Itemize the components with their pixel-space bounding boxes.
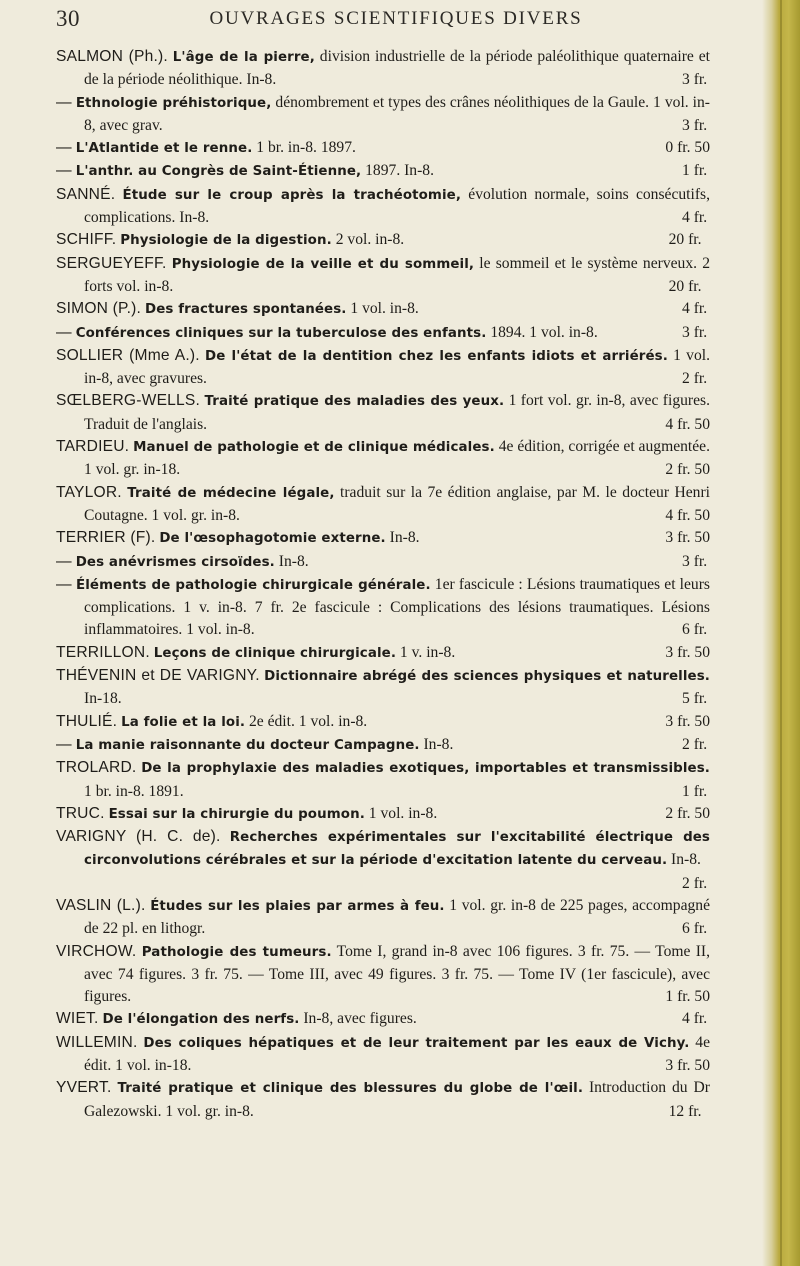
entry-author: THULIÉ.	[56, 712, 118, 730]
entry-title: Traité pratique des maladies des yeux.	[204, 394, 505, 410]
catalog-entry	[56, 436, 710, 482]
entry-price: 4 fr.	[682, 1010, 708, 1028]
entry-author: TROLARD.	[56, 759, 137, 777]
entry-title: La manie raisonnante du docteur Campagne.	[75, 737, 420, 753]
entry-price: 3 fr.	[682, 116, 708, 134]
catalog-entry	[56, 711, 710, 734]
entry-author: —	[56, 323, 72, 341]
entry-description: division industrielle de la période paléolithique quaternaire et de la période néolithique. In-8.	[84, 48, 710, 89]
catalog-entry	[56, 757, 710, 803]
entry-price: 5 fr.	[682, 690, 708, 708]
entry-description: 1 vol. in-8.	[364, 804, 438, 822]
entry-description: 1894. 1 vol. in-8.	[486, 323, 598, 341]
entry-description: 1er fascicule : Lésions traumatiques et leurs complications. 1 v. in-8. 7 fr. 2e fascicule : Complications des lésions traumatiques. Lésions inflammatoires. 1 vol. in-8.	[84, 575, 710, 639]
entry-description: 1 vol. gr. in-8 de 225 pages, accompagné de 22 pl. en lithogr.	[84, 896, 711, 938]
entry-author: SŒLBERG-WELLS.	[56, 392, 201, 410]
entry-price: 3 fr.	[682, 552, 708, 570]
entry-description: 4e édition, corrigée et augmentée. 1 vol. gr. in-18.	[84, 438, 710, 479]
entry-title: De la prophylaxie des maladies exotiques, importables et transmissibles.	[141, 761, 710, 777]
entry-author: —	[56, 575, 72, 593]
catalog-entry	[56, 1032, 710, 1078]
catalog-entry	[56, 895, 710, 941]
entry-author: VASLIN (L.).	[56, 896, 146, 914]
entry-author: SOLLIER (Mme A.).	[56, 346, 200, 364]
entry-description: 1 v. in-8.	[396, 643, 456, 661]
entry-description: In-8.	[419, 735, 454, 753]
entry-description: 1 br. in-8. 1891.	[84, 782, 184, 800]
entry-price: 4 fr.	[682, 300, 708, 318]
entry-description: In-8.	[385, 529, 420, 547]
catalog-entry	[56, 665, 710, 711]
entry-author: VARIGNY (H. C. de).	[56, 828, 221, 846]
catalog-entry	[56, 642, 710, 665]
entry-title: Études sur les plaies par armes à feu.	[150, 898, 445, 914]
catalog-entry	[56, 574, 710, 642]
catalog-entry	[56, 826, 710, 895]
entry-price: 3 fr. 50	[665, 643, 710, 661]
entry-author: SIMON (P.).	[56, 300, 142, 318]
entry-price: 12 fr.	[668, 1102, 702, 1120]
entry-description: Tome I, grand in-8 avec 106 figures. 3 fr. 75. — Tome II, avec 74 figures. 3 fr. 75. — Tome III, avec 49 figures. 3 fr. 75. — Tome IV (1er fascicule), avec figures.	[84, 942, 711, 1006]
entry-price: 20 fr.	[668, 277, 702, 295]
entry-author: WIET.	[56, 1010, 99, 1028]
entry-price: 6 fr.	[682, 920, 708, 938]
entry-description: dénombrement et types des crânes néolithiques de la Gaule. 1 vol. in-8, avec grav.	[84, 93, 710, 134]
entry-description: In-8.	[274, 552, 309, 570]
entry-description: traduit sur la 7e édition anglaise, par M. le docteur Henri Coutagne. 1 vol. gr. in-8.	[84, 483, 711, 524]
entry-author: VIRCHOW.	[56, 942, 137, 960]
entry-title: De l'élongation des nerfs.	[102, 1012, 300, 1028]
catalog-entry	[56, 941, 710, 1009]
entry-title: Traité pratique et clinique des blessures du globe de l'œil.	[117, 1081, 584, 1097]
entry-author: —	[56, 139, 72, 157]
entry-author: THÉVENIN et DE VARIGNY.	[56, 667, 260, 685]
entry-description: 1 fort vol. gr. in-8, avec figures. Traduit de l'anglais.	[84, 392, 710, 433]
entry-description: In-8, avec figures.	[299, 1010, 417, 1028]
running-head: OUVRAGES SCIENTIFIQUES DIVERS	[209, 8, 583, 29]
entry-title: Dictionnaire abrégé des sciences physiques et naturelles.	[264, 669, 710, 685]
entry-price: 3 fr. 50	[665, 529, 710, 547]
page-header	[56, 6, 716, 32]
entry-description: 1 br. in-8. 1897.	[252, 139, 356, 157]
entry-title: Éléments de pathologie chirurgicale générale.	[75, 577, 431, 593]
entry-price: 3 fr.	[682, 71, 708, 89]
catalog-entry	[56, 482, 710, 528]
entry-title: De l'état de la dentition chez les enfants idiots et arriérés.	[205, 348, 668, 364]
entry-author: SALMON (Ph.).	[56, 48, 168, 65]
entry-price: 4 fr.	[682, 209, 708, 227]
entry-title: Physiologie de la veille et du sommeil,	[171, 256, 475, 272]
entry-description: 1 vol. in-8.	[346, 300, 419, 318]
catalog-entry	[56, 160, 710, 183]
entry-title: Conférences cliniques sur la tuberculose des enfants.	[75, 325, 487, 341]
entry-price: 3 fr.	[682, 323, 708, 341]
catalog-entry	[56, 527, 710, 550]
entry-title: Des coliques hépatiques et de leur traitement par les eaux de Vichy.	[143, 1035, 690, 1051]
entry-description: In-18.	[84, 690, 122, 708]
entry-price: 0 fr. 50	[665, 139, 710, 157]
entry-description: 2 vol. in-8.	[331, 231, 405, 249]
catalog-entry	[56, 298, 710, 321]
entry-title: L'âge de la pierre,	[172, 50, 315, 65]
catalog-entry	[56, 1077, 710, 1123]
entry-price: 4 fr. 50	[665, 506, 710, 524]
catalog-entries	[56, 46, 710, 1123]
entry-author: TRUC.	[56, 804, 105, 822]
entry-title: Physiologie de la digestion.	[120, 233, 332, 249]
entry-title: Essai sur la chirurgie du poumon.	[108, 806, 365, 822]
entry-author: —	[56, 552, 72, 570]
catalog-entry	[56, 184, 710, 230]
entry-author: YVERT.	[56, 1079, 112, 1097]
entry-description: 2e édit. 1 vol. in-8.	[245, 712, 368, 730]
entry-author: —	[56, 93, 72, 111]
entry-author: SERGUEYEFF.	[56, 254, 167, 272]
catalog-entry	[56, 551, 710, 574]
catalog-entry	[56, 46, 710, 92]
entry-title: Manuel de pathologie et de clinique médicales.	[133, 440, 495, 456]
entry-description: Introduction du Dr Galezowski. 1 vol. gr. in-8.	[84, 1079, 710, 1120]
entry-price: 1 fr.	[682, 162, 708, 180]
entry-title: Traité de médecine légale,	[127, 485, 335, 501]
entry-price: 4 fr. 50	[665, 415, 710, 433]
catalog-entry	[56, 322, 710, 345]
entry-price: 2 fr.	[682, 735, 708, 753]
entry-price: 2 fr. 50	[665, 461, 710, 479]
entry-title: Leçons de clinique chirurgicale.	[153, 645, 397, 661]
entry-author: SANNÉ.	[56, 185, 116, 203]
entry-title: Des anévrismes cirsoïdes.	[75, 554, 275, 570]
entry-price: 1 fr.	[682, 782, 708, 800]
entry-author: —	[56, 735, 72, 753]
entry-title: L'anthr. au Congrès de Saint-Étienne,	[75, 164, 362, 180]
entry-title: De l'œsophagotomie externe.	[159, 531, 386, 547]
entry-title: Des fractures spontanées.	[145, 302, 347, 318]
entry-price: 3 fr. 50	[665, 712, 710, 730]
catalog-entry	[56, 253, 710, 299]
catalog-entry	[56, 803, 710, 826]
entry-title: L'Atlantide et le renne.	[75, 141, 253, 157]
catalog-entry	[56, 734, 710, 757]
entry-author: TAYLOR.	[56, 483, 122, 501]
catalog-entry	[56, 92, 710, 138]
entry-title: La folie et la loi.	[121, 714, 246, 730]
catalog-entry	[56, 1008, 710, 1031]
catalog-entry	[56, 137, 710, 160]
entry-author: TARDIEU.	[56, 438, 130, 456]
entry-price: 1 fr. 50	[665, 988, 710, 1006]
entry-author: WILLEMIN.	[56, 1033, 138, 1051]
catalog-entry	[56, 345, 710, 391]
entry-description: 4e édit. 1 vol. in-18.	[84, 1033, 710, 1075]
page-edge-line	[780, 0, 782, 1266]
entry-price: 20 fr.	[668, 231, 702, 249]
entry-title: Recherches expérimentales sur l'excitabilité électrique des circonvolutions cérébrales et sur la période d'excitation latente du cerveau.	[84, 830, 711, 869]
entry-author: —	[56, 162, 72, 180]
entry-author: TERRILLON.	[56, 643, 150, 661]
entry-description: le sommeil et le système nerveux. 2 forts vol. in-8.	[84, 254, 711, 295]
entry-description: In-8.	[667, 851, 701, 869]
catalog-entry	[56, 229, 710, 252]
entry-title: Ethnologie préhistorique,	[75, 95, 272, 111]
entry-author: TERRIER (F).	[56, 529, 156, 547]
entry-description: 1 vol. in-8, avec gravures.	[84, 346, 710, 388]
page-number: 30	[56, 6, 80, 31]
entry-price: 6 fr.	[682, 621, 708, 639]
entry-description: évolution normale, soins consécutifs, complications. In-8.	[84, 185, 710, 227]
catalog-entry	[56, 390, 710, 436]
entry-price: 2 fr.	[682, 874, 708, 892]
entry-price: 2 fr.	[682, 370, 708, 388]
entry-title: Étude sur le croup après la trachéotomie,	[122, 187, 462, 203]
entry-description: 1897. In-8.	[361, 162, 434, 180]
entry-price: 3 fr. 50	[665, 1057, 710, 1075]
entry-title: Pathologie des tumeurs.	[141, 944, 332, 960]
entry-author: SCHIFF.	[56, 231, 117, 249]
entry-price: 2 fr. 50	[665, 804, 710, 822]
